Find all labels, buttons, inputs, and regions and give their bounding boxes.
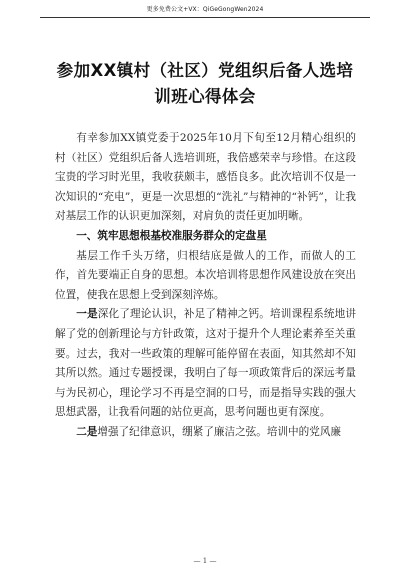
title-line-1: 参加XX镇村（社区）党组织后备人选培: [56, 61, 354, 80]
header-divider: [40, 17, 370, 18]
header-text: 更多免费公文+VX：QiGeGongWen2024: [146, 6, 264, 13]
title-line-2: 训班心得体会: [154, 87, 256, 106]
section1-paragraph-1: 基层工作千头万绪，归根结底是做人的工作，而做人的工作，首先要端正自身的思想。本次培训将思想作风建设放在突出位置，使我在思想上受到深刻淬炼。: [55, 249, 356, 301]
paragraph-text: 增强了纪律意识，绷紧了廉洁之弦。培训中的党风廉: [97, 425, 342, 438]
section1-paragraph-2: [55, 305, 356, 423]
paragraph-lead: 一是: [76, 308, 98, 321]
section-heading-1: 一、筑牢思想根基校准服务群众的定盘星: [76, 229, 267, 242]
section1-paragraph-3: [55, 423, 356, 443]
intro-paragraph: 有幸参加XX镇党委于2025年10月下旬至12月精心组织的村（社区）党组织后备人选培训班，我倍感荣幸与珍惜。在这段宝贵的学习时光里，我收获颇丰，感悟良多。此次培训不仅是一次知识的“充电”，更是一次思想的“洗礼”与精神的“补钙”，让我对基层工作的认识更加深刻，对肩负的责任更加明晰。: [55, 132, 356, 223]
page-number: — 1 —: [193, 557, 217, 565]
paragraph-lead: 二是: [76, 425, 98, 438]
document-title: [44, 58, 366, 110]
document-body: [55, 129, 356, 443]
paragraph-text: 深化了理论认识，补足了精神之钙。培训课程系统地讲解了党的创新理论与方针政策，这对于提升个人理论素养至关重要。过去，我对一些政策的理解可能停留在表面，知其然却不知其所以然。通过专题授课，我明白了每一项政策背后的深远考量与为民初心，理论学习不再是空洞的口号，而是指导实践的强大思想武器，让我看问题的站位更高，思考问题也更有深度。: [55, 308, 357, 419]
